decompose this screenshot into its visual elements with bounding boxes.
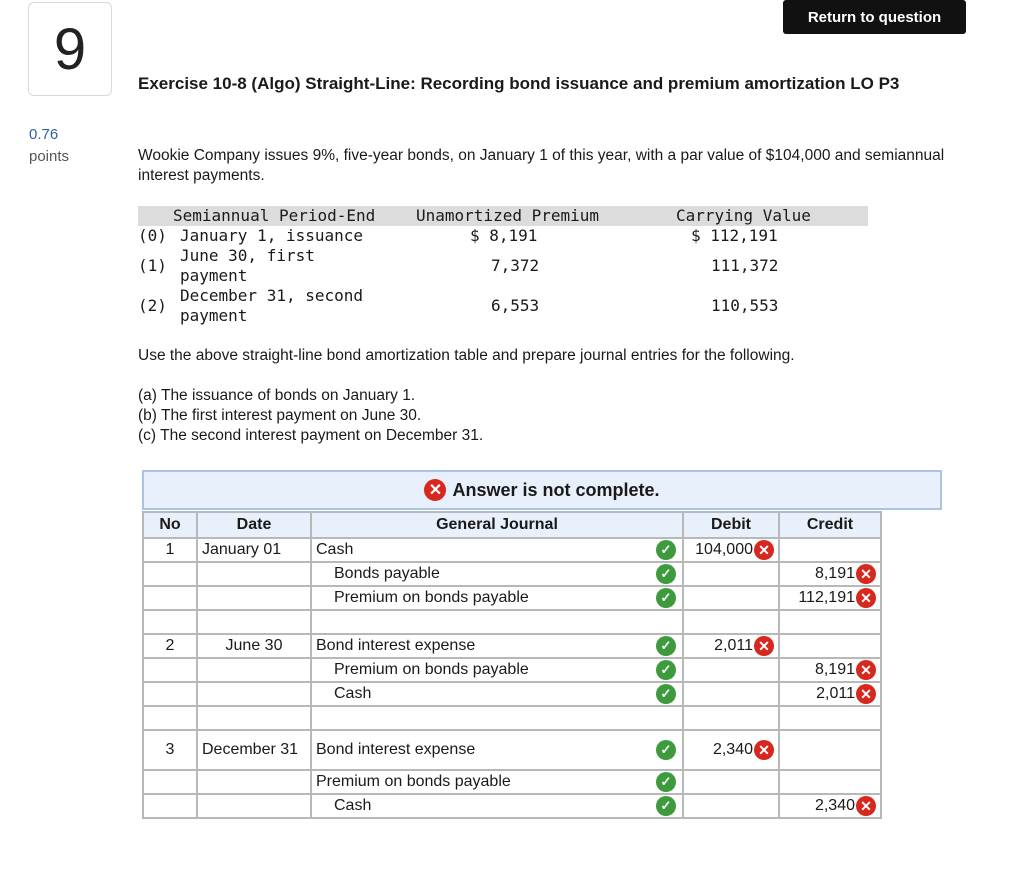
- table-row: [143, 586, 881, 610]
- debit-value: 2,340: [712, 741, 753, 759]
- credit-value: 8,191: [814, 565, 855, 583]
- answer-status-text: Answer is not complete.: [452, 479, 660, 500]
- debit-value: 104,000: [695, 541, 753, 559]
- amort-row-carrying: $ 112,191: [691, 226, 778, 245]
- amort-row-period: payment: [180, 306, 248, 325]
- instruction-text: Use the above straight-line bond amortization table and prepare journal entries for the following.: [138, 347, 795, 364]
- part-a: (a) The issuance of bonds on January 1.: [138, 387, 416, 404]
- col-header-no: No: [143, 512, 197, 538]
- journal-header-row: [143, 512, 881, 538]
- account-name: Bond interest expense: [316, 637, 476, 654]
- check-icon: ✓: [656, 772, 676, 792]
- intro-text: Wookie Company issues 9%, five-year bonds, on January 1 of this year, with a par value of $104,000 and semiannual interest payments.: [138, 147, 945, 184]
- account-cell[interactable]: [311, 538, 683, 562]
- amort-header-premium: Unamortized Premium: [416, 206, 600, 225]
- account-cell[interactable]: [311, 586, 683, 610]
- entry-no: 1: [143, 538, 197, 562]
- error-icon: ✕: [856, 684, 876, 704]
- error-icon: ✕: [856, 588, 876, 608]
- table-row: [143, 634, 881, 658]
- amort-row-period: June 30, first: [180, 246, 315, 265]
- amort-row-num: (0): [138, 226, 167, 245]
- table-row: [143, 538, 881, 562]
- debit-cell[interactable]: [683, 634, 779, 658]
- amort-row-num: (1): [138, 256, 167, 275]
- check-icon: ✓: [656, 564, 676, 584]
- amort-row-carrying: 110,553: [711, 296, 779, 315]
- error-icon: ✕: [754, 540, 774, 560]
- check-icon: ✓: [656, 660, 676, 680]
- return-to-question-button[interactable]: Return to question: [783, 0, 966, 34]
- error-icon: ✕: [754, 740, 774, 760]
- part-c: (c) The second interest payment on December 31.: [138, 427, 484, 444]
- account-name: Cash: [334, 685, 372, 702]
- amortization-table: [138, 206, 868, 326]
- check-icon: ✓: [656, 684, 676, 704]
- table-row: [143, 794, 881, 818]
- account-name: Cash: [334, 797, 372, 814]
- account-name: Bonds payable: [334, 565, 440, 582]
- check-icon: ✓: [656, 540, 676, 560]
- credit-cell[interactable]: [779, 770, 881, 794]
- amort-row-premium: 6,553: [491, 296, 540, 315]
- entry-no: 2: [143, 634, 197, 658]
- credit-cell[interactable]: [779, 658, 881, 682]
- amort-header-carrying: Carrying Value: [676, 206, 811, 225]
- check-icon: ✓: [656, 636, 676, 656]
- entry-date[interactable]: January 01: [197, 538, 311, 562]
- account-cell[interactable]: [311, 770, 683, 794]
- amort-row: [138, 286, 868, 326]
- debit-cell[interactable]: [683, 794, 779, 818]
- error-icon: ✕: [424, 479, 446, 501]
- debit-cell[interactable]: [683, 562, 779, 586]
- col-header-credit: Credit: [779, 512, 881, 538]
- debit-cell[interactable]: [683, 730, 779, 770]
- credit-cell[interactable]: [779, 538, 881, 562]
- col-header-date: Date: [197, 512, 311, 538]
- entry-date[interactable]: June 30: [197, 634, 311, 658]
- credit-cell[interactable]: [779, 794, 881, 818]
- error-icon: ✕: [856, 564, 876, 584]
- points-info: [29, 124, 69, 168]
- credit-cell[interactable]: [779, 634, 881, 658]
- account-cell[interactable]: [311, 682, 683, 706]
- check-icon: ✓: [656, 796, 676, 816]
- amort-row-period: payment: [180, 266, 248, 285]
- answer-status-bar: [142, 470, 942, 510]
- debit-cell[interactable]: [683, 586, 779, 610]
- account-cell[interactable]: [311, 794, 683, 818]
- credit-cell[interactable]: [779, 730, 881, 770]
- error-icon: ✕: [754, 636, 774, 656]
- error-icon: ✕: [856, 660, 876, 680]
- credit-value: 8,191: [814, 661, 855, 679]
- table-row: [143, 706, 881, 730]
- account-name: Premium on bonds payable: [316, 773, 511, 790]
- general-journal-table: [142, 511, 882, 819]
- part-b: (b) The first interest payment on June 30.: [138, 407, 422, 424]
- amort-row-premium: 7,372: [491, 256, 540, 275]
- entry-date[interactable]: December 31: [197, 730, 311, 770]
- question-number: 9: [28, 2, 112, 96]
- amort-row-num: (2): [138, 296, 167, 315]
- account-name: Cash: [316, 541, 354, 558]
- debit-cell[interactable]: [683, 770, 779, 794]
- col-header-account: General Journal: [311, 512, 683, 538]
- points-label: points: [29, 148, 70, 165]
- amort-row-period: December 31, second: [180, 286, 364, 305]
- debit-cell[interactable]: [683, 658, 779, 682]
- table-row: [143, 770, 881, 794]
- table-row: [143, 682, 881, 706]
- table-row: [143, 730, 881, 770]
- debit-cell[interactable]: [683, 682, 779, 706]
- check-icon: ✓: [656, 740, 676, 760]
- amort-header-period: Semiannual Period-End: [173, 206, 376, 225]
- account-cell[interactable]: [311, 730, 683, 770]
- points-value: 0.76: [29, 126, 59, 143]
- account-name: Premium on bonds payable: [334, 661, 529, 678]
- parts-list: [138, 386, 968, 446]
- col-header-debit: Debit: [683, 512, 779, 538]
- debit-value: 2,011: [714, 637, 753, 655]
- account-cell[interactable]: [311, 562, 683, 586]
- check-icon: ✓: [656, 588, 676, 608]
- credit-value: 112,191: [798, 589, 855, 607]
- account-cell[interactable]: [311, 658, 683, 682]
- amort-row-carrying: 111,372: [711, 256, 779, 275]
- amort-row-period: January 1, issuance: [180, 226, 364, 245]
- entry-no: 3: [143, 730, 197, 770]
- credit-cell[interactable]: [779, 682, 881, 706]
- account-cell[interactable]: [311, 634, 683, 658]
- credit-cell[interactable]: [779, 562, 881, 586]
- error-icon: ✕: [856, 796, 876, 816]
- debit-cell[interactable]: [683, 538, 779, 562]
- amort-row-premium: $ 8,191: [470, 226, 538, 245]
- amort-row: [138, 226, 868, 246]
- credit-value: 2,340: [814, 797, 855, 815]
- account-name: Bond interest expense: [316, 741, 476, 758]
- amort-row: [138, 246, 868, 286]
- credit-cell[interactable]: [779, 586, 881, 610]
- table-row: [143, 562, 881, 586]
- table-row: [143, 658, 881, 682]
- account-name: Premium on bonds payable: [334, 589, 529, 606]
- table-row: [143, 610, 881, 634]
- exercise-title: Exercise 10-8 (Algo) Straight-Line: Recording bond issuance and premium amortization LO P3: [138, 74, 900, 93]
- credit-value: 2,011: [816, 685, 855, 703]
